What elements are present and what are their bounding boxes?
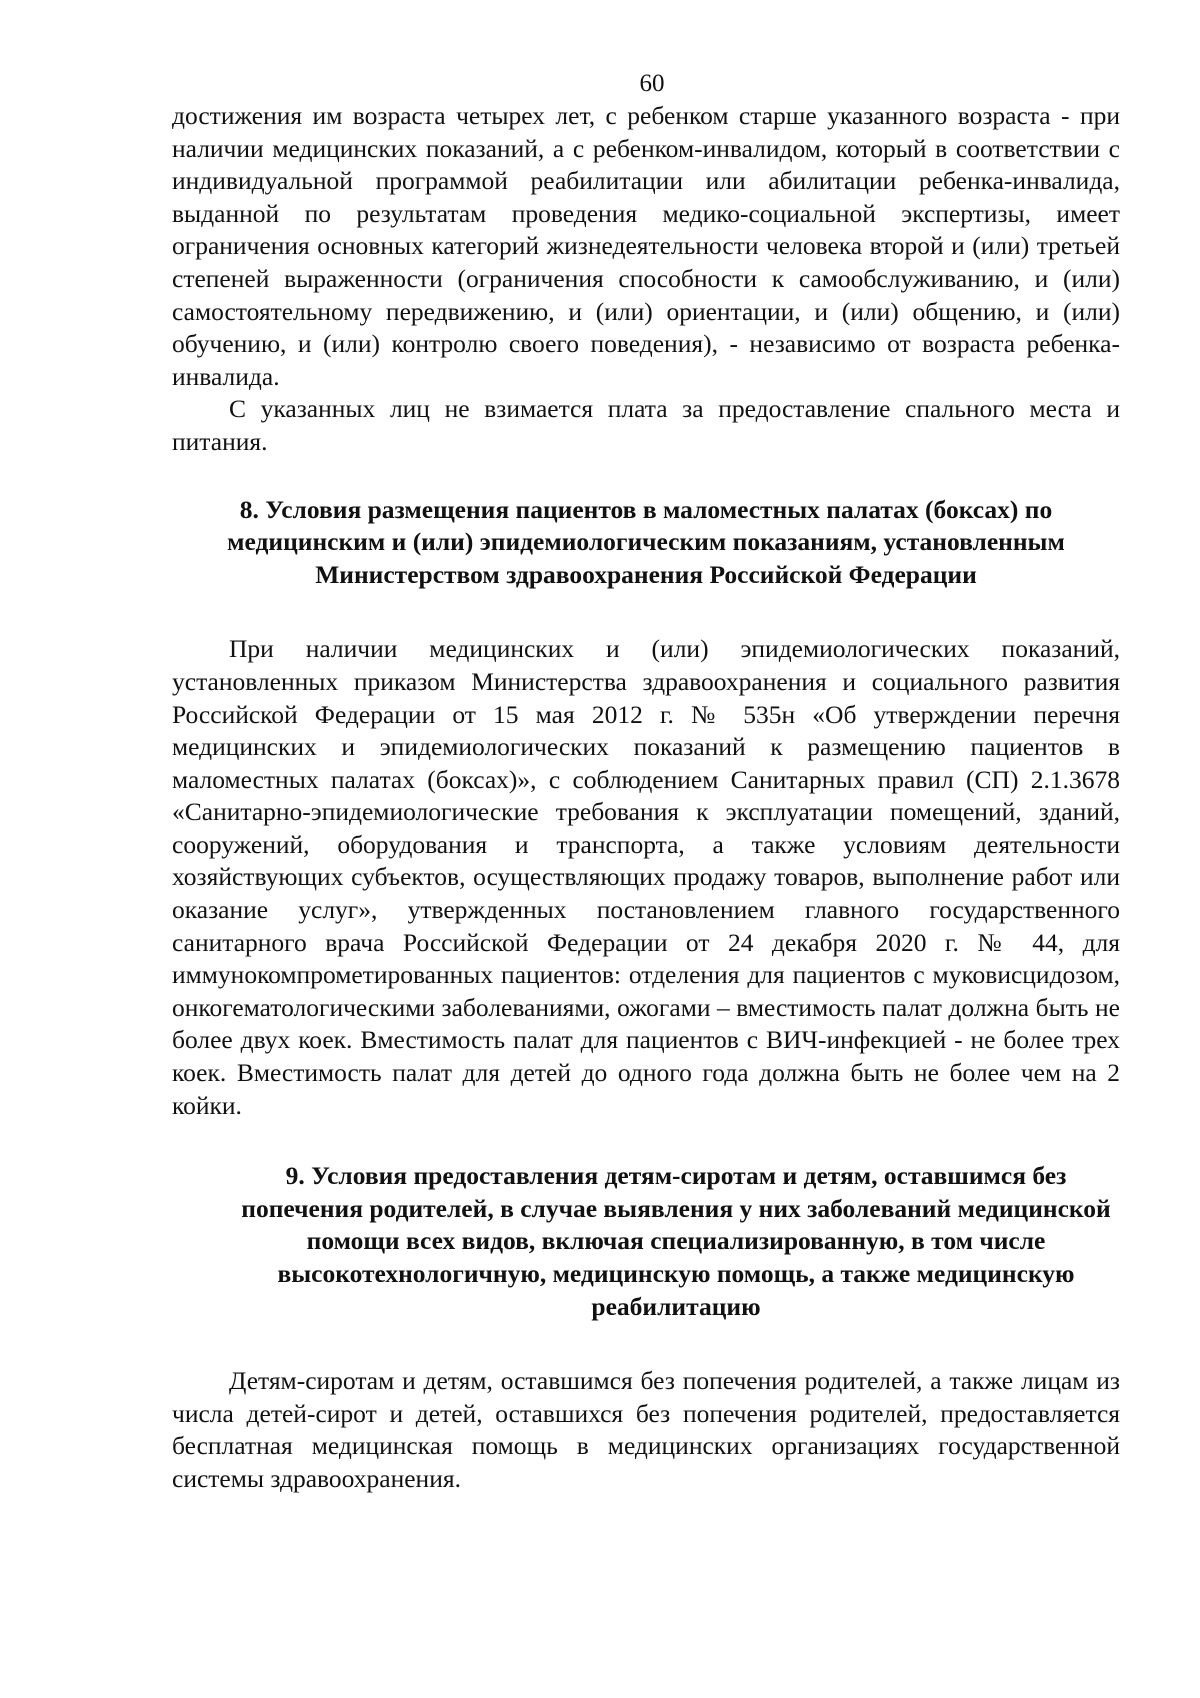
intro-paragraph-fee: С указанных лиц не взимается плата за предоставление спального места и питания.: [172, 394, 1120, 456]
section-9-body: Детям-сиротам и детям, оставшимся без попечения родителей, а также лицам из числа детей-сирот и детей, оставшихся без попечения родителей, предоставляется бесплатная медицинская помощь в медицинских организациях государственной системы здравоохранения.: [172, 1366, 1120, 1493]
document-page: [172, 68, 1120, 1496]
page-number: 60: [639, 70, 665, 97]
section-8-heading: 8. Условия размещения пациентов в маломестных палатах (боксах) по медицинским и (или) эпидемиологическим показаниям, установленным Министерством здравоохранения Российской Федерации: [227, 494, 1065, 589]
section-9-heading: 9. Условия предоставления детям-сиротам и детям, оставшимся без попечения родителей, в случае выявления у них заболеваний медицинской помощи всех видов, включая специализированную, в том числе высокотехнологичную, медицинскую помощь, а также медицинскую реабилитацию: [241, 1161, 1111, 1321]
intro-paragraph-continued: достижения им возраста четырех лет, с ребенком старше указанного возраста - при наличии медицинских показаний, а с ребенком-инвалидом, который в соответствии с индивидуальной программой реабилитации или абилитации ребенка-инвалида, выданной по результатам проведения медико-социальной экспертизы, имеет ограничения основных категорий жизнедеятельности человека второй и (или) третьей степеней выраженности (ограничения способности к самообслуживанию, и (или) самостоятельному передвижению, и (или) ориентации, и (или) общению, и (или) обучению, и (или) контролю своего поведения), - независимо от возраста ребенка-инвалида.: [172, 101, 1120, 391]
section-8-body: При наличии медицинских и (или) эпидемиологических показаний, установленных приказом Министерства здравоохранения и социального развития Российской Федерации от 15 мая 2012 г. № 535н «Об утверждении перечня медицинских и эпидемиологических показаний к размещению пациентов в маломестных палатах (боксах)», с соблюдением Санитарных правил (СП) 2.1.3678 «Санитарно-эпидемиологические требования к эксплуатации помещений, зданий, сооружений, оборудования и транспорта, а также условиям деятельности хозяйствующих субъектов, осуществляющих продажу товаров, выполнение работ или оказание услуг», утвержденных постановлением главного государственного санитарного врача Российской Федерации от 24 декабря 2020 г. № 44, для иммунокомпрометированных пациентов: отделения для пациентов с муковисцидозом, онкогематологическими заболеваниями, ожогами – вместимость палат должна быть не более двух коек. Вместимость палат для пациентов с ВИЧ-инфекцией - не более трех коек. Вместимость палат для детей до одного года должна быть не более чем на 2 койки.: [172, 634, 1120, 1120]
